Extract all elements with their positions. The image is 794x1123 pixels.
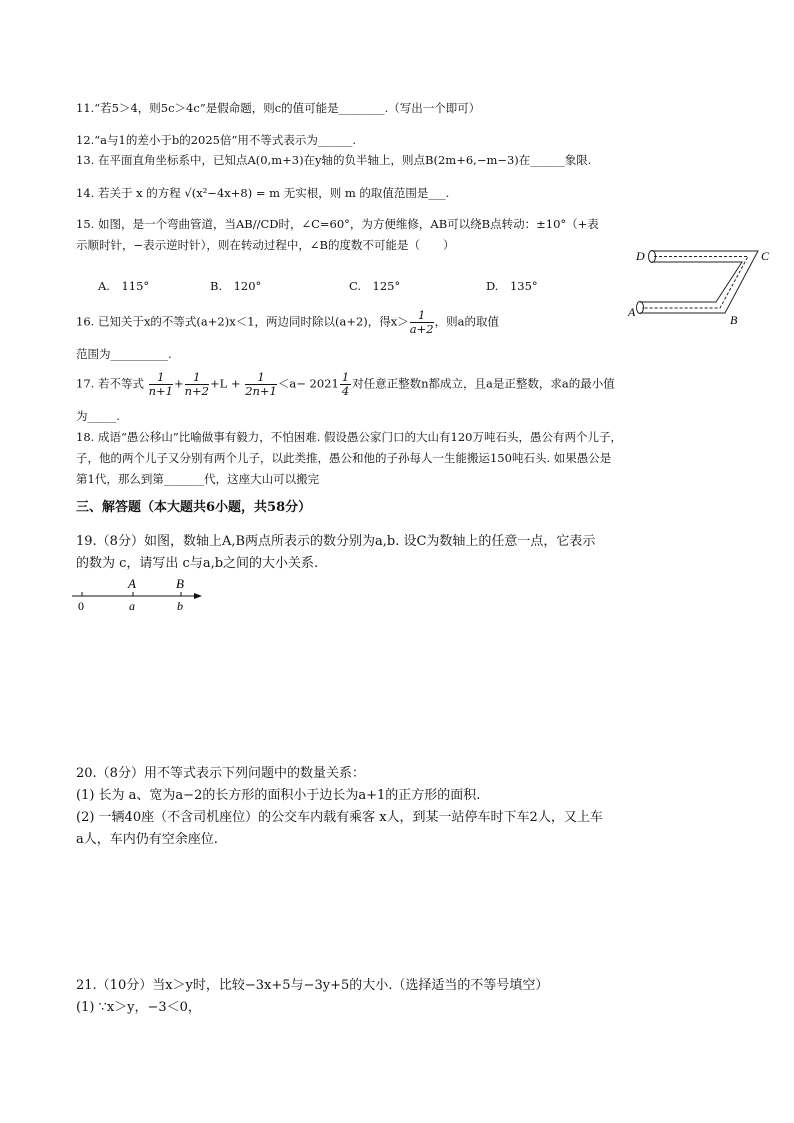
number-line [70, 574, 210, 614]
question-13: 13. 在平面直角坐标系中，已知点A(0,m+3)在y轴的负半轴上，则点B(2m+6,−m−3)在______象限. [76, 153, 592, 167]
q17-fraction-3: $\frac{1}{2n+1}$ [245, 370, 277, 398]
b-label: b [177, 599, 183, 613]
option-a[interactable]: A. 115° [98, 279, 150, 293]
q17-fraction-2: $\frac{1}{n+2}$ [184, 370, 209, 398]
option-b[interactable]: B. 120° [210, 279, 262, 293]
q17-text: 17. 若不等式 [76, 376, 144, 391]
point-a-label: A [128, 576, 136, 591]
label-d: D [636, 249, 645, 263]
question-11: 11.“若5＞4，则5c＞4c”是假命题，则c的值可能是________.（写出一个即可） [76, 101, 481, 115]
q17-plus: + [173, 376, 184, 391]
question-19-line2: 的数为 c，请写出 c与a,b之间的大小关系. [76, 556, 319, 571]
question-18-line3: 第1代，那么到第_______代，这座大山可以搬完 [76, 472, 320, 486]
pipe-figure [630, 238, 780, 330]
label-c: C [761, 249, 770, 263]
label-b: B [730, 313, 738, 327]
q17-text-end: 对任意正整数n都成立，且a是正整数，求a的最小值 [352, 376, 615, 391]
question-18-line1: 18. 成语“愚公移山”比喻做事有毅力，不怕困难. 假设愚公家门口的大山有120万吨石头，愚公有两个儿子， [76, 430, 622, 444]
question-16-line1 [76, 309, 499, 336]
question-20-line1: 20.（8分）用不等式表示下列问题中的数量关系： [76, 766, 365, 781]
question-19-line1: 19.（8分）如图，数轴上A,B两点所表示的数分别为a,b. 设C为数轴上的任意一点，它表示 [76, 534, 596, 549]
question-15-line2: 示顺时针，−表示逆时针），则在转动过程中，∠B的度数不可能是（ ） [76, 238, 455, 252]
question-17-line2: 为_____. [76, 409, 120, 423]
question-20-line2: (1) 长为 a、宽为a−2的长方形的面积小于边长为a+1的正方形的面积. [76, 788, 481, 803]
question-16-line2: 范围为__________. [76, 347, 172, 361]
question-21-line1: 21.（10分）当x＞y时，比较−3x+5与−3y+5的大小.（选择适当的不等号填空） [76, 978, 549, 993]
option-c[interactable]: C. 125° [349, 279, 401, 293]
question-12: 12.“a与1的差小于b的2025倍”用不等式表示为______. [76, 133, 357, 147]
label-a: A [628, 305, 636, 319]
question-20-line4: a人，车内仍有空余座位. [76, 832, 218, 847]
question-18-line2: 子，他的两个儿子又分别有两个儿子，以此类推，愚公和他的子孙每人一生能搬运150吨石头. 如果愚公是 [76, 451, 612, 465]
question-20-line3: (2) 一辆40座（不含司机座位）的公交车内载有乘客 x人，到某一站停车时下车2人，又上车 [76, 810, 603, 825]
q17-mixed-fraction: $\frac{1}{4}$ [341, 370, 350, 398]
q17-ellipsis: +L + [209, 376, 241, 391]
question-15-line1: 15. 如图，是一个弯曲管道，当AB//CD时，∠C=60°，为方便维修，AB可以绕B点转动：±10°（+表 [76, 217, 599, 231]
q16-text-end: ，则a的取值 [434, 314, 499, 329]
option-d[interactable]: D. 135° [486, 279, 538, 293]
section-3-heading: 三、解答题（本大题共6小题，共58分） [76, 500, 312, 515]
a-label: a [129, 599, 135, 613]
question-21-line2: (1) ∵x＞y，−3＜0， [76, 1000, 201, 1015]
point-b-label: B [176, 576, 184, 591]
question-17-line1 [76, 371, 615, 398]
q17-rhs: ＜a− 2021 [277, 376, 339, 391]
q16-fraction: $\frac{1}{a+2}$ [409, 308, 434, 336]
q16-text: 16. 已知关于x的不等式(a+2)x＜1，两边同时除以(a+2)，得x＞ [76, 314, 409, 329]
question-14: 14. 若关于 x 的方程 √(x²−4x+8) = m 无实根，则 m 的取值范围是___. [76, 186, 450, 200]
zero-label: 0 [78, 599, 84, 613]
q17-fraction-1: $\frac{1}{n+1}$ [148, 370, 173, 398]
